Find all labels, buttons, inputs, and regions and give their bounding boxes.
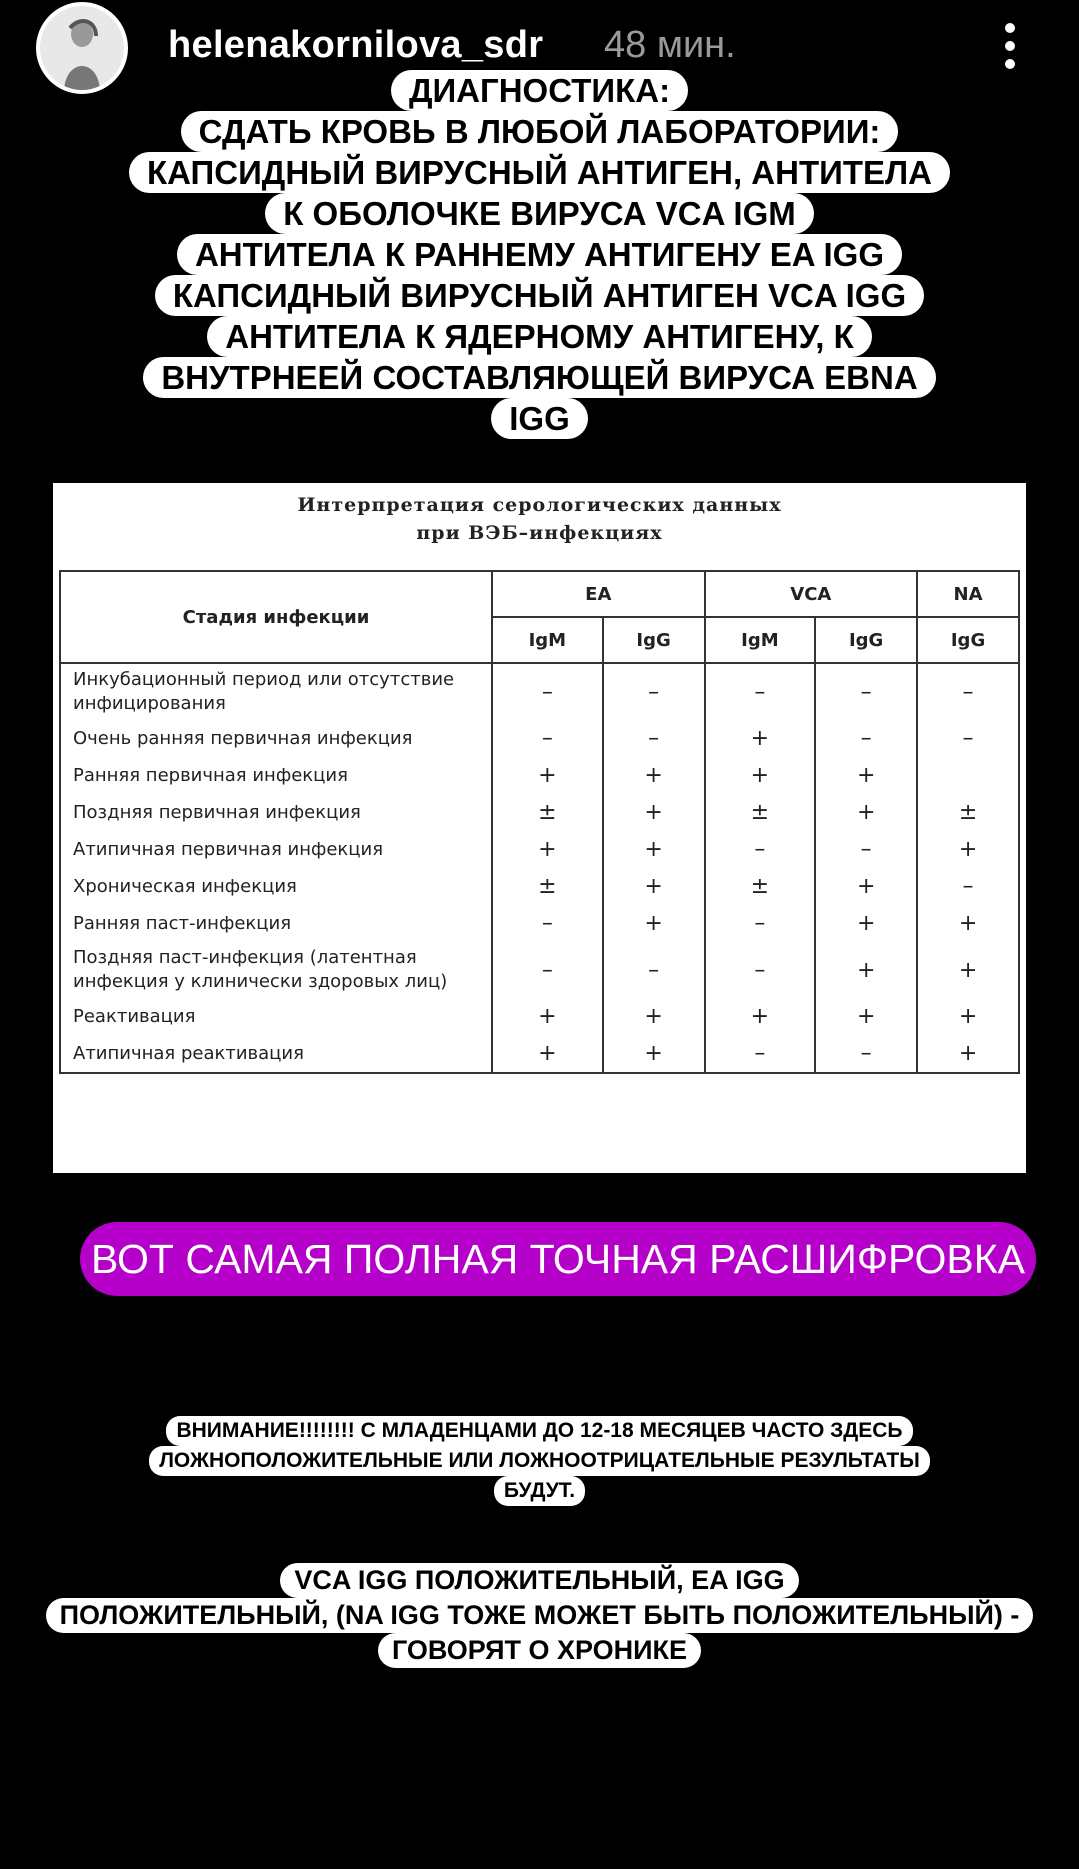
cell-value: ±: [705, 794, 816, 831]
cell-value: +: [603, 905, 705, 942]
row-label: Ранняя первичная инфекция: [60, 757, 492, 794]
row-label: Атипичная первичная инфекция: [60, 831, 492, 868]
cell-value: +: [492, 998, 603, 1035]
diagnostics-line: АНТИТЕЛА К ЯДЕРНОМУ АНТИГЕНУ, К: [207, 316, 871, 357]
table-title-line: Интерпретация серологических данных: [297, 494, 782, 516]
table-row: [60, 794, 1019, 831]
post-time: 48 мин.: [604, 24, 736, 66]
cell-value: –: [705, 663, 816, 720]
column-header-stage: Стадия инфекции: [60, 571, 492, 663]
cell-value: +: [492, 757, 603, 794]
table-row: [60, 942, 1019, 998]
cell-value: –: [603, 663, 705, 720]
cell-value: +: [815, 794, 917, 831]
cell-value: +: [917, 942, 1019, 998]
cell-value: –: [492, 663, 603, 720]
column-header-vca-igm: IgM: [705, 617, 816, 663]
cell-value: –: [815, 1035, 917, 1073]
table-title-line: при ВЭБ–инфекциях: [416, 522, 663, 544]
cell-value: [917, 757, 1019, 794]
more-options-icon[interactable]: [990, 20, 1030, 76]
row-label: Очень ранняя первичная инфекция: [60, 720, 492, 757]
table-title: [53, 483, 1026, 578]
serology-table-image: [53, 483, 1026, 1173]
cell-value: +: [603, 794, 705, 831]
cell-value: +: [917, 1035, 1019, 1073]
cell-value: +: [815, 998, 917, 1035]
conclusion-line: ПОЛОЖИТЕЛЬНЫЙ, (NA IGG ТОЖЕ МОЖЕТ БЫТЬ ПОЛОЖИТЕЛЬНЫЙ) -: [46, 1598, 1034, 1633]
cell-value: +: [917, 998, 1019, 1035]
cell-value: +: [603, 868, 705, 905]
table-row: [60, 663, 1019, 720]
row-label: Хроническая инфекция: [60, 868, 492, 905]
warning-line: ЛОЖНОПОЛОЖИТЕЛЬНЫЕ ИЛИ ЛОЖНООТРИЦАТЕЛЬНЫЕ РЕЗУЛЬТАТЫ: [149, 1446, 930, 1476]
cell-value: –: [603, 720, 705, 757]
conclusion-text: [0, 1563, 1079, 1668]
table-row: [60, 998, 1019, 1035]
row-label: Поздняя паст-инфекция (латентная инфекция у клинически здоровых лиц): [60, 942, 492, 998]
cell-value: –: [603, 942, 705, 998]
cell-value: –: [705, 831, 816, 868]
cell-value: +: [815, 905, 917, 942]
table-row: [60, 905, 1019, 942]
diagnostics-line: К ОБОЛОЧКЕ ВИРУСА VCA IGM: [265, 193, 813, 234]
cell-value: ±: [492, 794, 603, 831]
diagnostics-line: ВНУТРНЕЕЙ СОСТАВЛЯЮЩЕЙ ВИРУСА EBNA: [143, 357, 935, 398]
warning-text: [0, 1416, 1079, 1506]
decoding-banner: ВОТ САМАЯ ПОЛНАЯ ТОЧНАЯ РАСШИФРОВКА: [80, 1222, 1036, 1296]
conclusion-line: VCA IGG ПОЛОЖИТЕЛЬНЫЙ, EA IGG: [280, 1563, 798, 1598]
cell-value: ±: [492, 868, 603, 905]
row-label: Атипичная реактивация: [60, 1035, 492, 1073]
table-row: [60, 1035, 1019, 1073]
cell-value: +: [492, 831, 603, 868]
row-label: Поздняя первичная инфекция: [60, 794, 492, 831]
cell-value: –: [917, 663, 1019, 720]
column-group-ea: EA: [492, 571, 705, 617]
warning-line: ВНИМАНИЕ!!!!!!!! С МЛАДЕНЦАМИ ДО 12-18 МЕСЯЦЕВ ЧАСТО ЗДЕСЬ: [166, 1416, 912, 1446]
cell-value: +: [492, 1035, 603, 1073]
column-header-vca-igg: IgG: [815, 617, 917, 663]
table-row: [60, 720, 1019, 757]
table-row: [60, 757, 1019, 794]
cell-value: –: [815, 720, 917, 757]
cell-value: ±: [917, 794, 1019, 831]
table-row: [60, 831, 1019, 868]
cell-value: –: [815, 663, 917, 720]
cell-value: +: [917, 905, 1019, 942]
cell-value: +: [603, 998, 705, 1035]
cell-value: +: [705, 757, 816, 794]
diagnostics-line: АНТИТЕЛА К РАННЕМУ АНТИГЕНУ EA IGG: [177, 234, 902, 275]
cell-value: –: [492, 942, 603, 998]
cell-value: +: [603, 1035, 705, 1073]
cell-value: –: [492, 720, 603, 757]
diagnostics-line: СДАТЬ КРОВЬ В ЛЮБОЙ ЛАБОРАТОРИИ:: [181, 111, 899, 152]
cell-value: +: [815, 868, 917, 905]
cell-value: +: [815, 942, 917, 998]
diagnostics-line: КАПСИДНЫЙ ВИРУСНЫЙ АНТИГЕН, АНТИТЕЛА: [129, 152, 950, 193]
cell-value: –: [705, 942, 816, 998]
cell-value: +: [705, 720, 816, 757]
cell-value: –: [917, 868, 1019, 905]
row-label: Реактивация: [60, 998, 492, 1035]
cell-value: ±: [705, 868, 816, 905]
cell-value: –: [705, 1035, 816, 1073]
cell-value: +: [603, 831, 705, 868]
warning-line: БУДУТ.: [494, 1476, 585, 1506]
cell-value: –: [917, 720, 1019, 757]
row-label: Ранняя паст-инфекция: [60, 905, 492, 942]
diagnostics-line: КАПСИДНЫЙ ВИРУСНЫЙ АНТИГЕН VCA IGG: [155, 275, 924, 316]
column-group-na: NA: [917, 571, 1019, 617]
column-header-ea-igm: IgM: [492, 617, 603, 663]
column-header-na-igg: IgG: [917, 617, 1019, 663]
diagnostics-line: ДИАГНОСТИКА:: [391, 70, 688, 111]
cell-value: –: [815, 831, 917, 868]
cell-value: –: [492, 905, 603, 942]
cell-value: +: [815, 757, 917, 794]
cell-value: +: [705, 998, 816, 1035]
username[interactable]: helenakornilova_sdr: [168, 24, 544, 66]
cell-value: +: [917, 831, 1019, 868]
diagnostics-line: IGG: [491, 398, 588, 439]
serology-table: [59, 570, 1020, 1074]
column-header-ea-igg: IgG: [603, 617, 705, 663]
cell-value: –: [705, 905, 816, 942]
column-group-vca: VCA: [705, 571, 918, 617]
conclusion-line: ГОВОРЯТ О ХРОНИКЕ: [378, 1633, 701, 1668]
row-label: Инкубационный период или отсутствие инфицирования: [60, 663, 492, 720]
table-row: [60, 868, 1019, 905]
diagnostics-text: [0, 70, 1079, 439]
cell-value: +: [603, 757, 705, 794]
